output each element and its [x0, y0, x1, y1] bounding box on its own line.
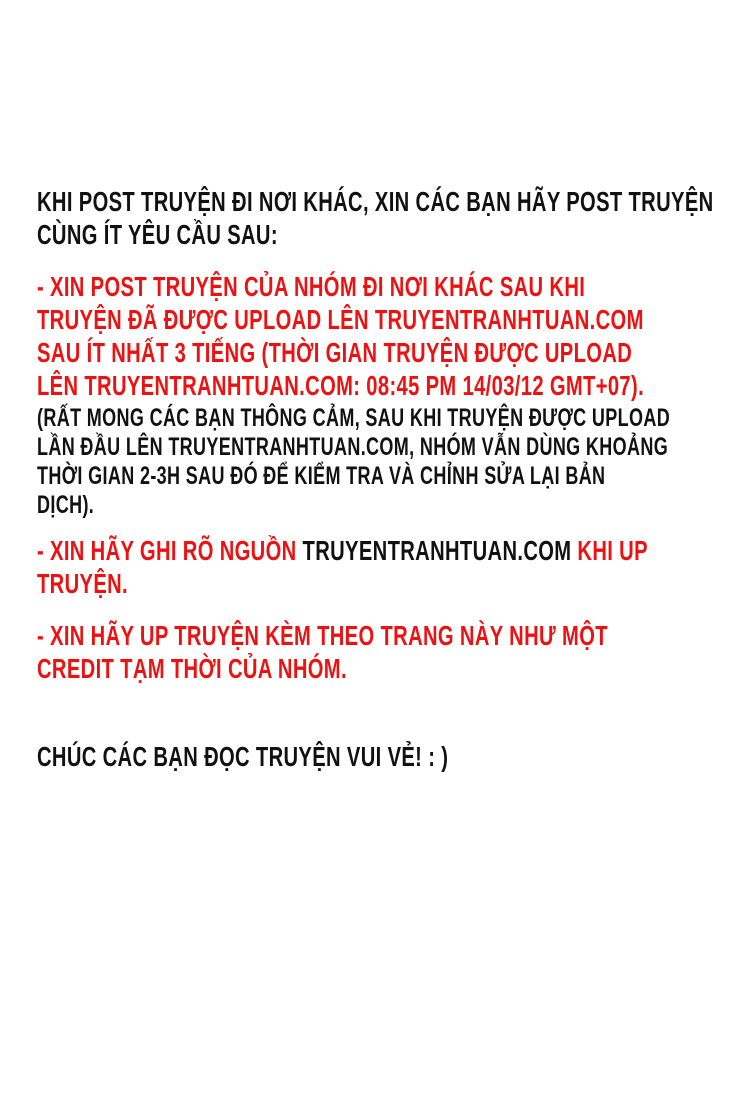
paragraph-intro-line [37, 218, 537, 251]
text-segment-black: CÙNG ÍT YÊU CẦU SAU: [37, 219, 278, 250]
paragraph-rule-1 [37, 270, 732, 402]
credit-text-block [37, 185, 732, 773]
paragraph-rule-1-line [37, 336, 633, 369]
text-segment-black: (RẤT MONG CÁC BẠN THÔNG CẢM, SAU KHI TRUYỆN ĐƯỢC UPLOAD [37, 404, 671, 432]
paragraph-rule-2-line [37, 567, 537, 600]
text-segment-black: THỜI GIAN 2-3H SAU ĐÓ ĐỂ KIỂM TRA VÀ CHỈNH SỬA LẠI BẢN [37, 462, 606, 490]
text-segment-red: KHI UP [571, 535, 648, 566]
paragraph-note-line [37, 404, 671, 433]
text-segment-red: TRUYỆN ĐÃ ĐƯỢC UPLOAD LÊN TRUYENTRANHTUAN.COM [37, 304, 644, 335]
paragraph-closing-line [37, 740, 537, 773]
paragraph-rule-2-line [37, 534, 648, 567]
text-segment-red: LÊN TRUYENTRANHTUAN.COM: 08:45 PM 14/03/12 GMT+07). [37, 370, 645, 401]
paragraph-rule-3-line [37, 619, 608, 652]
text-segment-red: - XIN HÃY GHI RÕ NGUỒN [37, 535, 303, 566]
text-segment-black: LẦN ĐẦU LÊN TRUYENTRANHTUAN.COM, NHÓM VẪN DÙNG KHOẢNG [37, 433, 669, 461]
paragraph-rule-1-line [37, 270, 586, 303]
paragraph-rule-2 [37, 534, 732, 600]
text-segment-black: CHÚC CÁC BẠN ĐỌC TRUYỆN VUI VẺ! : ) [37, 741, 449, 772]
paragraph-note [37, 404, 732, 520]
text-segment-black: DỊCH). [37, 491, 95, 519]
paragraph-note-line [37, 491, 537, 520]
text-segment-red: - XIN POST TRUYỆN CỦA NHÓM ĐI NƠI KHÁC SAU KHI [37, 271, 586, 302]
paragraph-note-line [37, 462, 606, 491]
text-segment-red: - XIN HÃY UP TRUYỆN KÈM THEO TRANG NÀY NHƯ MỘT [37, 620, 608, 651]
paragraph-rule-1-line [37, 303, 644, 336]
text-segment-red: CREDIT TẠM THỜI CỦA NHÓM. [37, 653, 347, 684]
paragraph-rule-3-line [37, 652, 537, 685]
paragraph-intro-line [37, 185, 714, 218]
paragraph-rule-1-line [37, 369, 645, 402]
text-segment-red: SAU ÍT NHẤT 3 TIẾNG (THỜI GIAN TRUYỆN ĐƯỢC UPLOAD [37, 337, 633, 368]
text-segment-black: TRUYENTRANHTUAN.COM [302, 535, 572, 566]
paragraph-rule-3 [37, 619, 732, 685]
paragraph-closing [37, 740, 732, 773]
paragraph-intro [37, 185, 732, 251]
paragraph-note-line [37, 433, 669, 462]
text-segment-red: TRUYỆN. [37, 568, 129, 599]
text-segment-black: KHI POST TRUYỆN ĐI NƠI KHÁC, XIN CÁC BẠN HÃY POST TRUYỆN [37, 186, 714, 217]
